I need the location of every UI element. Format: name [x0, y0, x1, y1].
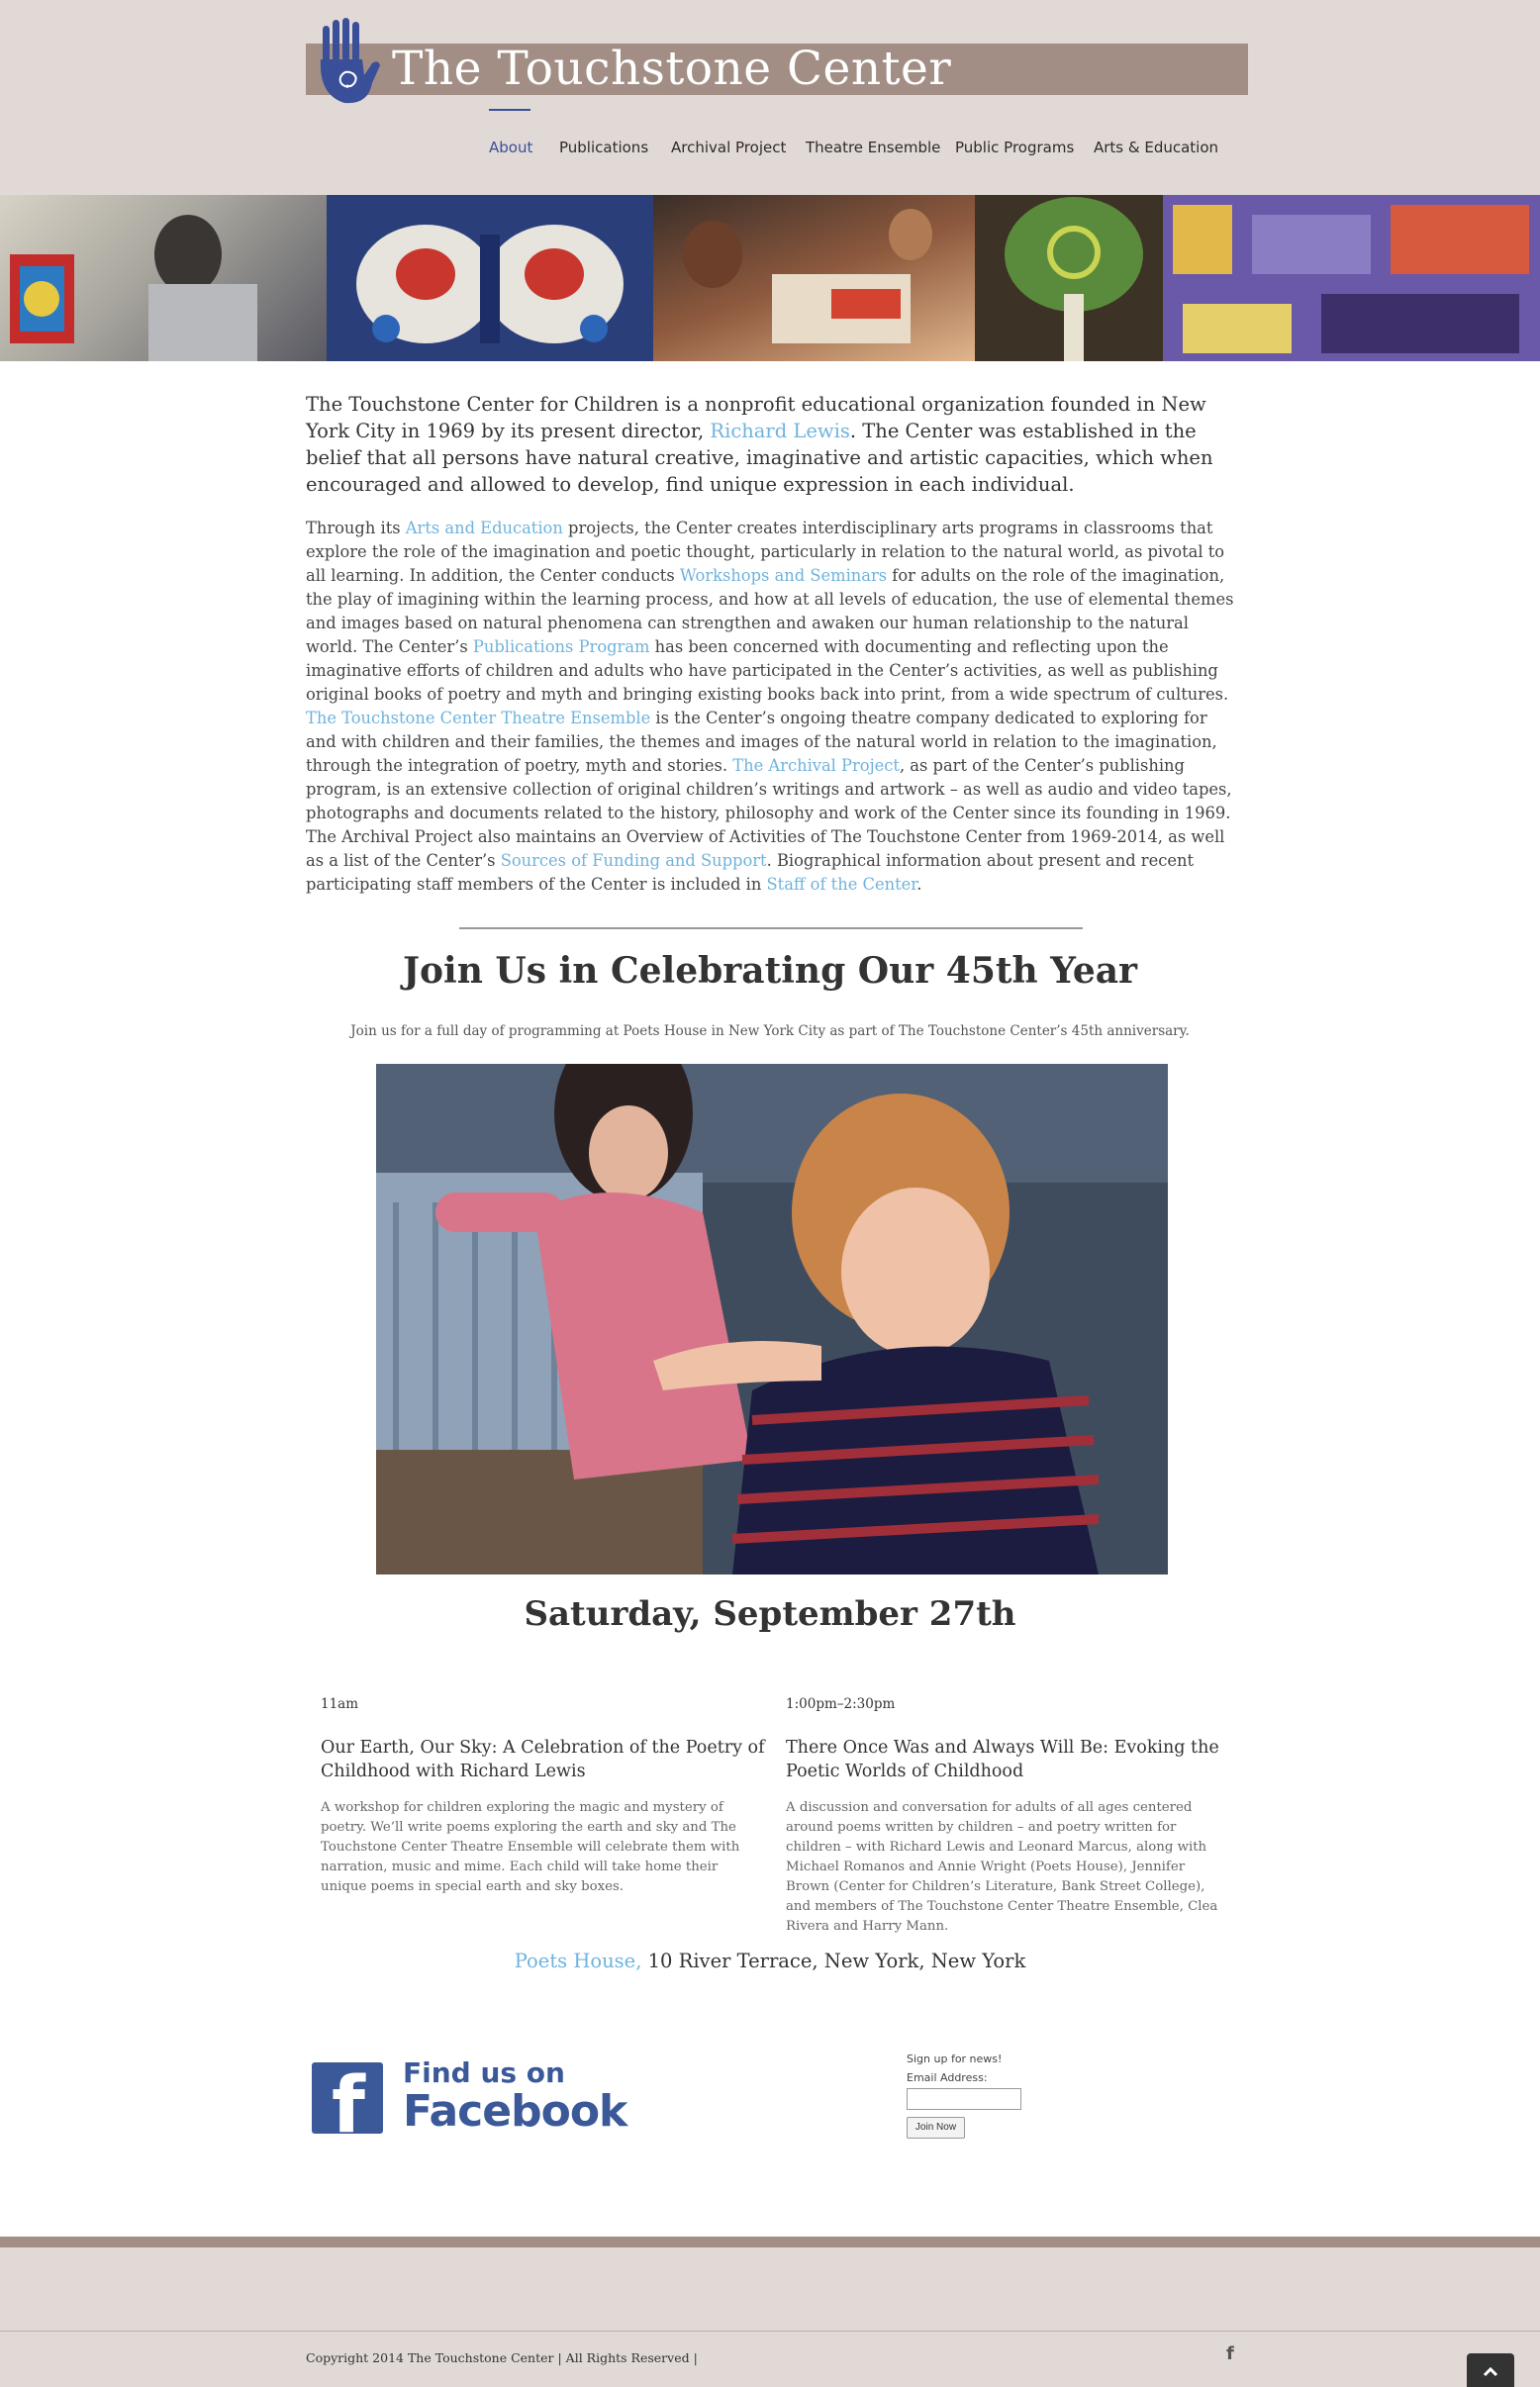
nav-active-indicator: [489, 109, 530, 111]
nav-item-arts-education[interactable]: Arts & Education: [1094, 139, 1219, 156]
header-banner-collage: [0, 195, 1540, 361]
back-to-top-button[interactable]: [1467, 2353, 1514, 2387]
session-time: 11am: [321, 1696, 359, 1712]
session-2: [786, 1696, 1231, 1937]
email-field[interactable]: [907, 2088, 1021, 2110]
nav-item-public-programs[interactable]: Public Programs: [955, 139, 1075, 156]
link-workshops-seminars[interactable]: Workshops and Seminars: [679, 566, 888, 585]
session-description: A discussion and conversation for adults of all ages centered around poems written by children – and poetry written for children – with Richard Lewis and Leonard Marcus, along with Michael Romanos and Annie Wright (Poets House), Jennifer Brown (Center for Children’s Literature, Bank Street College), and members of The Touchstone Center Theatre Ensemble, Clea Rivera and Harry Mann.: [786, 1800, 1218, 1934]
nav-item-archival-project[interactable]: Archival Project: [671, 139, 787, 156]
body-text: Through its: [306, 519, 406, 537]
banner-photo-art-class: [653, 195, 975, 361]
link-staff-of-center[interactable]: Staff of the Center: [766, 875, 917, 894]
session-1: [321, 1696, 766, 1897]
body-text: projects, the Center creates interdisciplinary arts programs in classrooms that explore the role of the imagination and poetic thought, particularly in relation to the natural world, as pivotal to all learning. In addition, the Center conducts: [306, 519, 1225, 585]
session-time: 1:00pm–2:30pm: [786, 1696, 896, 1712]
banner-butterfly-mural: [327, 195, 653, 361]
chevron-up-icon: [1467, 2353, 1514, 2387]
copyright-text: Copyright 2014 The Touchstone Center | All Rights Reserved |: [306, 2350, 698, 2365]
banner-spiral-tree-art: [975, 195, 1163, 361]
event-venue: [0, 1950, 1540, 1972]
link-poets-house[interactable]: Poets House,: [514, 1950, 642, 1972]
email-label: Email Address:: [907, 2071, 988, 2084]
event-title: Join Us in Celebrating Our 45th Year: [402, 950, 1138, 992]
link-archival-project[interactable]: The Archival Project: [732, 756, 900, 775]
facebook-badge-line2: Facebook: [403, 2086, 627, 2137]
link-richard-lewis[interactable]: Richard Lewis: [710, 420, 850, 442]
facebook-f-icon: f: [312, 2062, 383, 2134]
nav-item-theatre-ensemble[interactable]: Theatre Ensemble: [806, 139, 941, 156]
intro-lead-text: The Touchstone Center for Children is a nonprofit educational organization founded in New York City in 1969 by its present director,: [306, 393, 1206, 442]
nav-item-about[interactable]: About: [489, 139, 533, 156]
site-footer: [0, 2247, 1540, 2387]
body-text: for adults on the role of the imagination, the play of imagining within the learning process, and how at all levels of education, the use of elemental themes and images based on natural phenomena can strengthen and awaken our human relationship to the natural world. The Center’s: [306, 566, 1234, 656]
session-title: Our Earth, Our Sky: A Celebration of the Poetry of Childhood with Richard Lewis: [321, 1738, 765, 1781]
event-photo-children-at-chalkboard: [376, 1064, 1168, 1575]
facebook-find-us-badge[interactable]: [312, 2056, 627, 2137]
section-divider: [459, 927, 1083, 929]
footer-stripe: [0, 2237, 1540, 2247]
intro-body-paragraph: [306, 517, 1236, 897]
footer-divider: [0, 2331, 1540, 2332]
link-publications-program[interactable]: Publications Program: [472, 637, 650, 656]
link-sources-of-funding[interactable]: Sources of Funding and Support: [500, 851, 767, 870]
body-text: . Biographical information about present and recent participating staff members of the Center is included in: [306, 851, 1194, 894]
join-now-button[interactable]: Join Now: [907, 2117, 965, 2139]
session-title: There Once Was and Always Will Be: Evoking the Poetic Worlds of Childhood: [786, 1738, 1219, 1781]
banner-photo-child-drawing: [0, 195, 327, 361]
main-nav: [0, 139, 1540, 168]
facebook-icon[interactable]: f: [1226, 2343, 1234, 2364]
signup-heading: Sign up for news!: [907, 2053, 1003, 2065]
link-theatre-ensemble[interactable]: The Touchstone Center Theatre Ensemble: [306, 709, 651, 727]
newsletter-signup-form: [907, 2053, 1021, 2139]
site-header: [0, 0, 1540, 195]
event-date: Saturday, September 27th: [524, 1594, 1016, 1634]
body-text: , as part of the Center’s publishing program, is an extensive collection of original children’s writings and artwork – as well as audio and video tapes, photographs and documents related to the history, philosophy and work of the Center since its founding in 1969. The Archival Project also maintains an Overview of Activities of The Touchstone Center from 1969-2014, as well as a list of the Center’s: [306, 756, 1232, 870]
nav-item-publications[interactable]: Publications: [559, 139, 649, 156]
banner-nature-collage: [1163, 195, 1540, 361]
intro-lead-text-cont: . The Center was established in the belief that all persons have natural creative, imaginative and artistic capacities, which when encouraged and allowed to develop, find unique expression in each individual.: [306, 420, 1213, 496]
session-description: A workshop for children exploring the magic and mystery of poetry. We’ll write poems exploring the earth and sky and The Touchstone Center Theatre Ensemble will celebrate them with narration, music and mime. Each child will take home their unique poems in special earth and sky boxes.: [321, 1800, 740, 1894]
body-text: has been concerned with documenting and reflecting upon the imaginative efforts of children and adults who have participated in the Center’s activities, as well as publishing original books of poetry and myth and bringing existing books back into print, from a wide spectrum of cultures.: [306, 637, 1229, 704]
link-arts-education[interactable]: Arts and Education: [405, 519, 563, 537]
site-title[interactable]: The Touchstone Center: [392, 42, 952, 96]
body-text: .: [916, 875, 922, 894]
venue-address: 10 River Terrace, New York, New York: [641, 1950, 1026, 1972]
body-text: is the Center’s ongoing theatre company dedicated to exploring for and with children and their families, the themes and images of the natural world in relation to the imagination, through the integration of poetry, myth and stories.: [306, 709, 1217, 775]
intro-lead-paragraph: [306, 391, 1236, 498]
facebook-badge-line1: Find us on: [403, 2056, 565, 2089]
event-subtitle: Join us for a full day of programming at Poets House in New York City as part of The Touchstone Center’s 45th anniversary.: [350, 1023, 1190, 1039]
hand-spiral-icon[interactable]: [315, 16, 384, 107]
